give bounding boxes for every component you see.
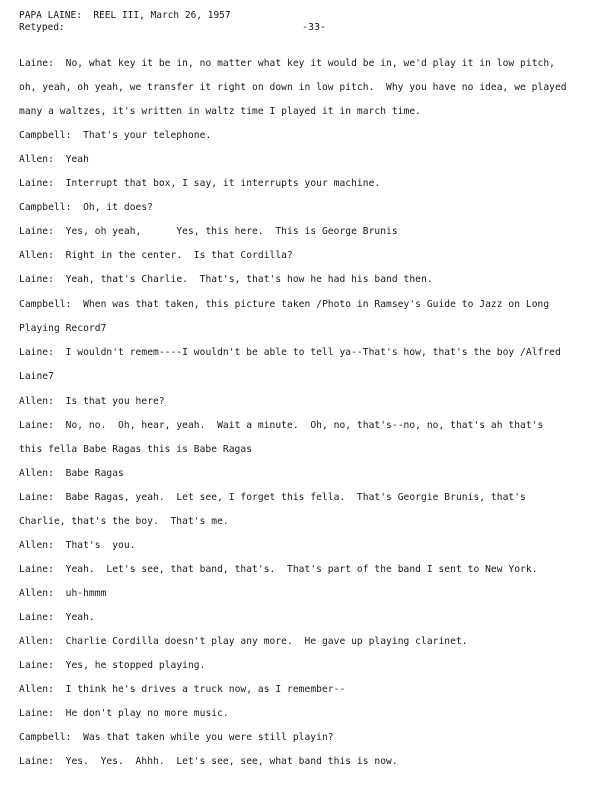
speech-text: Oh, it does? bbox=[83, 202, 154, 213]
transcript-line bbox=[19, 516, 229, 528]
transcript-line bbox=[19, 58, 555, 70]
transcript-line bbox=[19, 420, 543, 432]
speech-text: Yeah, that's Charlie. That's, that's how he had his band then. bbox=[65, 274, 433, 285]
speech-text: Is that you here? bbox=[65, 396, 165, 407]
speech-text: Charlie Cordilla doesn't play any more. He gave up playing clarinet. bbox=[65, 636, 468, 647]
speaker-label: Laine: bbox=[19, 492, 54, 503]
speaker-label: Laine: bbox=[19, 756, 54, 767]
speaker-label: Laine: bbox=[19, 708, 54, 719]
speech-text: I think he's drives a truck now, as I remember-- bbox=[65, 684, 346, 695]
speaker-label: Allen: bbox=[19, 588, 54, 599]
speech-text: Babe Ragas, yeah. Let see, I forget this fella. That's Georgie Brunis, that's bbox=[65, 492, 526, 503]
speaker-label: Allen: bbox=[19, 636, 54, 647]
transcript-line bbox=[19, 756, 398, 768]
speech-text: Interrupt that box, I say, it interrupts your machine. bbox=[65, 178, 381, 189]
transcript-line bbox=[19, 250, 293, 262]
speaker-label: Allen: bbox=[19, 468, 54, 479]
speech-text: Playing Record7 bbox=[19, 323, 107, 334]
speaker-label: Laine: bbox=[19, 274, 54, 285]
transcript-line bbox=[19, 299, 549, 311]
speech-text: Yeah. bbox=[65, 612, 95, 623]
speaker-label: Allen: bbox=[19, 396, 54, 407]
speech-text: this fella Babe Ragas this is Babe Ragas bbox=[19, 444, 253, 455]
speaker-label: Allen: bbox=[19, 684, 54, 695]
speaker-label: Laine: bbox=[19, 178, 54, 189]
speech-text: Was that taken while you were still playin? bbox=[83, 732, 334, 743]
transcript-line bbox=[19, 588, 106, 600]
speech-text: Yes, oh yeah, Yes, this here. This is George Brunis bbox=[65, 226, 398, 237]
transcript-line bbox=[19, 347, 561, 359]
transcript-line bbox=[19, 226, 398, 238]
transcript-line bbox=[19, 708, 229, 720]
speech-text: Yes, he stopped playing. bbox=[65, 660, 206, 671]
page-header bbox=[19, 10, 231, 34]
page-number: -33- bbox=[302, 22, 327, 33]
speech-text: He don't play no more music. bbox=[65, 708, 229, 719]
transcript-line bbox=[19, 660, 205, 672]
transcript-line bbox=[19, 732, 334, 744]
speaker-label: Laine: bbox=[19, 660, 54, 671]
speaker-label: Laine: bbox=[19, 58, 54, 69]
transcript-line bbox=[19, 323, 106, 335]
speech-text: Babe Ragas bbox=[65, 468, 124, 479]
transcript-line bbox=[19, 444, 252, 456]
transcript-line bbox=[19, 178, 380, 190]
transcript-line bbox=[19, 540, 136, 552]
speaker-label: Campbell: bbox=[19, 732, 72, 743]
transcript-line bbox=[19, 636, 468, 648]
transcript-line bbox=[19, 468, 124, 480]
speaker-label: Laine: bbox=[19, 347, 54, 358]
transcript-line bbox=[19, 274, 433, 286]
speech-text: No, what key it be in, no matter what key it would be in, we'd play it in low pitch, bbox=[65, 58, 556, 69]
header-title: PAPA LAINE: REEL III, March 26, 1957 bbox=[19, 10, 231, 21]
speaker-label: Campbell: bbox=[19, 299, 72, 310]
speech-text: No, no. Oh, hear, yeah. Wait a minute. Oh, no, that's--no, no, that's ah that's bbox=[65, 420, 544, 431]
speaker-label: Campbell: bbox=[19, 202, 72, 213]
speech-text: That's you. bbox=[65, 540, 136, 551]
speech-text: Right in the center. Is that Cordilla? bbox=[65, 250, 293, 261]
speaker-label: Allen: bbox=[19, 250, 54, 261]
speech-text: oh, yeah, oh yeah, we transfer it right on down in low pitch. Why you have no idea, we played bbox=[19, 82, 567, 93]
header-retyped: Retyped: bbox=[19, 22, 65, 33]
speech-text: uh-hmmm bbox=[65, 588, 107, 599]
speaker-label: Laine: bbox=[19, 226, 54, 237]
speech-text: Charlie, that's the boy. That's me. bbox=[19, 516, 229, 527]
transcript-line bbox=[19, 106, 421, 118]
transcript-line bbox=[19, 396, 165, 408]
speech-text: many a waltzes, it's written in waltz time I played it in march time. bbox=[19, 106, 421, 117]
transcript-line bbox=[19, 492, 526, 504]
transcript-line bbox=[19, 82, 567, 94]
transcript-line bbox=[19, 612, 95, 624]
speech-text: Yes. Yes. Ahhh. Let's see, see, what band this is now. bbox=[65, 756, 398, 767]
speaker-label: Allen: bbox=[19, 154, 54, 165]
transcript-line bbox=[19, 371, 54, 383]
speaker-label: Laine: bbox=[19, 420, 54, 431]
speech-text: That's your telephone. bbox=[83, 130, 212, 141]
speech-text: Yeah bbox=[65, 154, 89, 165]
transcript-line bbox=[19, 564, 538, 576]
speaker-label: Laine: bbox=[19, 564, 54, 575]
transcript-line bbox=[19, 684, 345, 696]
speaker-label: Campbell: bbox=[19, 130, 72, 141]
speech-text: Yeah. Let's see, that band, that's. That's part of the band I sent to New York. bbox=[65, 564, 538, 575]
speaker-label: Laine: bbox=[19, 612, 54, 623]
speaker-label: Allen: bbox=[19, 540, 54, 551]
transcript-line bbox=[19, 130, 211, 142]
speech-text: When was that taken, this picture taken /Photo in Ramsey's Guide to Jazz on Long bbox=[83, 299, 550, 310]
speech-text: I wouldn't remem----I wouldn't be able to tell ya--That's how, that's the boy /Alfred bbox=[65, 347, 561, 358]
transcript-line bbox=[19, 202, 153, 214]
transcript-line bbox=[19, 154, 89, 166]
speech-text: Laine7 bbox=[19, 371, 54, 382]
